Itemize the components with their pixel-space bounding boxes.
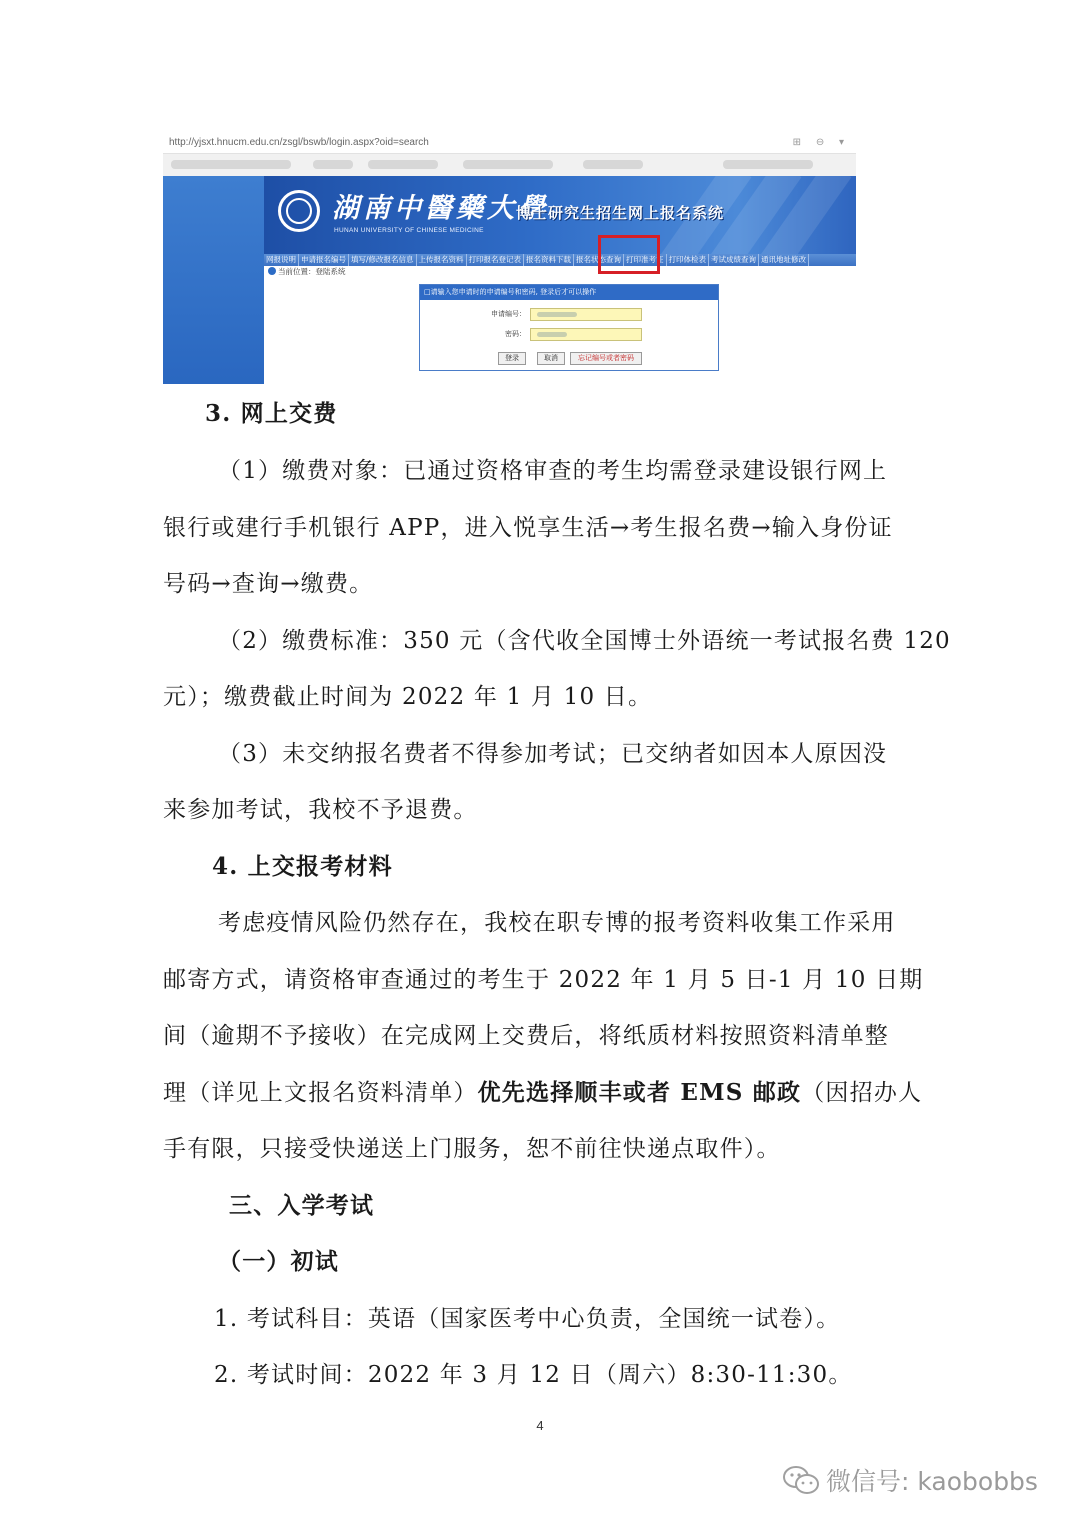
id-input[interactable]: [530, 308, 642, 321]
nav-item[interactable]: 打印体检表: [667, 254, 710, 266]
para-3b: 来参加考试，我校不予退费。: [163, 797, 478, 823]
page-number: 4: [536, 1418, 544, 1433]
browser-controls-icon[interactable]: ⊞ ⊖ ▾: [792, 137, 850, 148]
emphasis-courier: 优先选择顺丰或者 EMS 邮政: [477, 1079, 802, 1106]
nav-bar: [264, 254, 856, 266]
embedded-screenshot: [163, 132, 856, 384]
site-banner: [264, 176, 856, 254]
nav-item[interactable]: 申请报名编号: [299, 254, 349, 266]
left-decor-bar: [163, 176, 264, 384]
section-4-title: 4. 上交报考材料: [212, 853, 393, 880]
address-bar[interactable]: [163, 132, 856, 154]
subsection-1-title: （一）初试: [218, 1248, 339, 1275]
para-4e: 手有限，只接受快递送上门服务，恕不前往快递点取件）。: [163, 1136, 781, 1162]
pwd-label: 密码：: [505, 330, 526, 338]
para-4c: 间（逾期不予接收）在完成网上交费后，将纸质材料按照资料清单整: [163, 1023, 889, 1049]
tab-strip: [163, 154, 856, 177]
nav-item-status-query[interactable]: 报名状态查询: [574, 254, 624, 266]
location-icon: [268, 267, 276, 275]
login-prompt: □请输入您申请时的申请编号和密码, 登录后才可以操作: [420, 285, 718, 300]
exam-item-1: 1. 考试科目：英语（国家医考中心负责，全国统一试卷）。: [214, 1306, 841, 1332]
forgot-password-button[interactable]: 忘记编号或者密码: [570, 352, 642, 365]
nav-item[interactable]: 通讯地址修改: [759, 254, 809, 266]
para-2a: （2）缴费标准：350 元（含代收全国博士外语统一考试报名费 120: [218, 628, 951, 654]
password-input[interactable]: [530, 328, 642, 341]
nav-item[interactable]: 打印报名登记表: [467, 254, 525, 266]
nav-item[interactable]: 网报说明: [264, 254, 299, 266]
exam-item-2: 2. 考试时间：2022 年 3 月 12 日（周六）8:30-11:30。: [214, 1362, 853, 1388]
watermark: [782, 1462, 1038, 1498]
nav-item[interactable]: 填写/修改报名信息: [349, 254, 417, 266]
para-2b: 元）；缴费截止时间为 2022 年 1 月 10 日。: [163, 684, 653, 710]
nav-item[interactable]: 上传报名资料: [417, 254, 467, 266]
university-name-cn: 湖南中醫藥大學: [332, 193, 549, 224]
watermark-text: 微信号: kaobobbs: [826, 1467, 1038, 1496]
para-1a: （1）缴费对象：已通过资格审查的考生均需登录建设银行网上: [218, 458, 888, 484]
login-panel: [419, 284, 719, 371]
section-3-title: 3. 网上交费: [205, 400, 338, 427]
wechat-icon: [782, 1465, 820, 1495]
id-label: 申请编号：: [491, 310, 526, 318]
pwd-row: [420, 328, 718, 341]
url-text: http://yjsxt.hnucm.edu.cn/zsgl/bswb/login.aspx?oid=search: [169, 137, 429, 148]
para-4b: 邮寄方式，请资格审查通过的考生于 2022 年 1 月 5 日-1 月 10 日期: [163, 967, 924, 993]
breadcrumb: 当前位置：登陆系统: [264, 266, 856, 278]
para-1b: 银行或建行手机银行 APP，进入悦享生活→考生报名费→输入身份证: [163, 515, 893, 541]
id-row: [420, 308, 718, 321]
nav-item[interactable]: 报名资料下载: [524, 254, 574, 266]
cancel-button[interactable]: 取消: [537, 352, 565, 365]
university-name-en: HUNAN UNIVERSITY OF CHINESE MEDICINE: [334, 227, 484, 234]
section-three-title: 三、入学考试: [229, 1192, 375, 1219]
system-title: 博士研究生招生网上报名系统: [516, 204, 725, 222]
nav-item[interactable]: 考试成绩查询: [709, 254, 759, 266]
nav-item[interactable]: 打印准考证: [624, 254, 667, 266]
login-button[interactable]: 登录: [498, 352, 526, 365]
university-logo-icon: [278, 190, 320, 232]
para-1c: 号码→查询→缴费。: [163, 571, 374, 597]
para-3a: （3）未交纳报名费者不得参加考试；已交纳者如因本人原因没: [218, 741, 888, 767]
para-4d: 理（详见上文报名资料清单）优先选择顺丰或者 EMS 邮政（因招办人: [163, 1079, 923, 1106]
para-4a: 考虑疫情风险仍然存在，我校在职专博的报考资料收集工作采用: [218, 910, 896, 936]
